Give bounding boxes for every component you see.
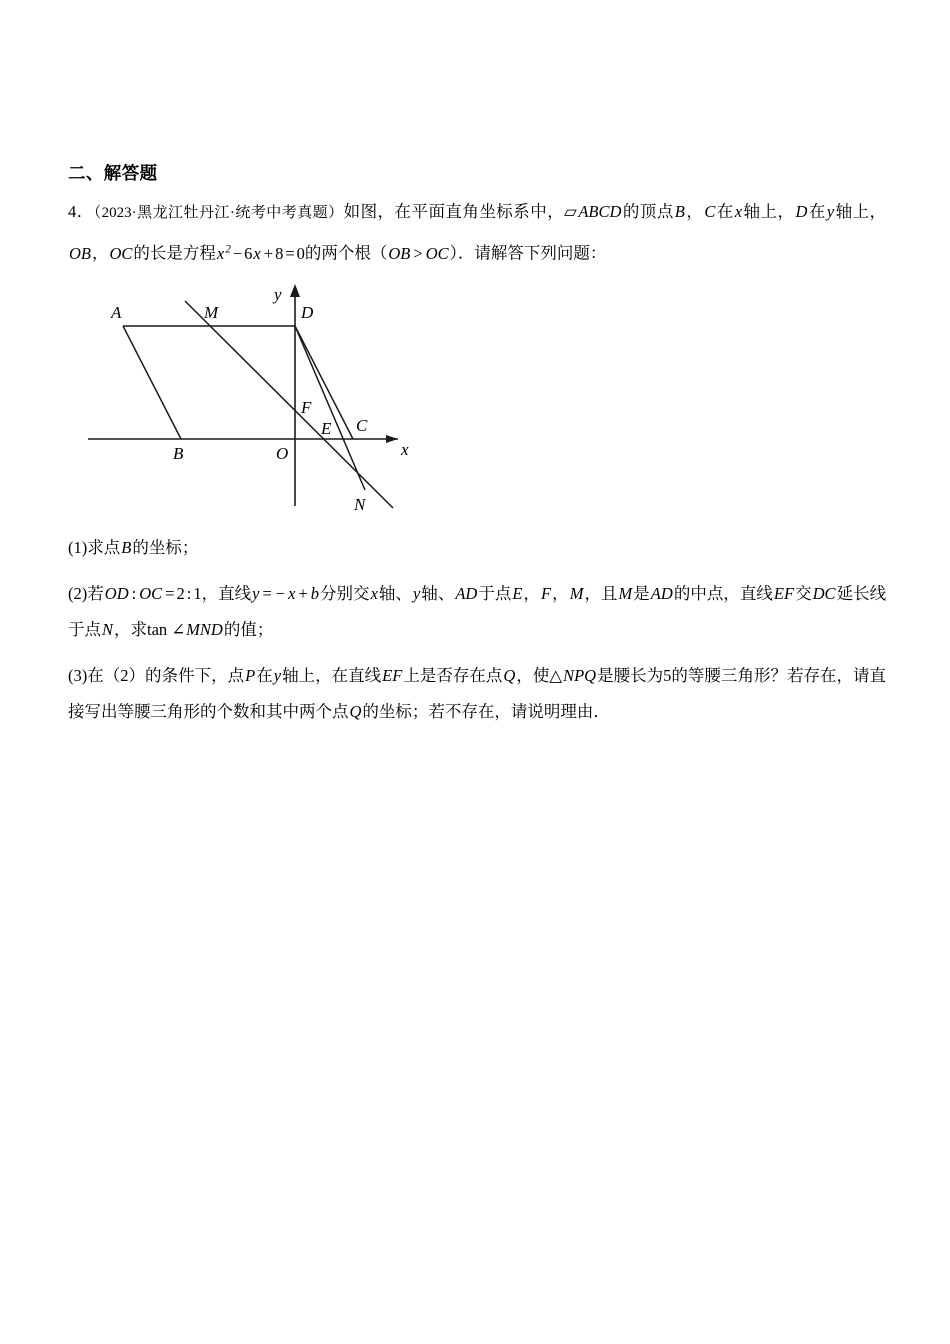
question-2-segment-ef: EF — [773, 583, 795, 603]
figure-label-d: D — [301, 302, 314, 322]
figure-container — [68, 278, 886, 528]
stem-segment-oc: OC — [109, 243, 133, 263]
question-2-text-1: 若 — [87, 583, 104, 603]
question-2: (2)若OD : OC = 2 : 1，直线y = − x + b分别交x轴、y轴、AD于点E，F，M，且M是AD的中点，直线EF交DC延长线于点N，求tan ∠MND的值； — [68, 583, 887, 639]
stem-axis-x: x — [734, 202, 743, 221]
question-2-text-10: 交 — [795, 583, 812, 603]
stem-text-1: 如图，在平面直角坐标系中， — [343, 202, 565, 221]
question-2-text-13: 的值； — [223, 619, 274, 639]
question-3-text-4: 上是否存在点 — [403, 665, 503, 685]
stem-vertex-c: C — [704, 202, 716, 221]
stem-text-8: 的两个根（ — [304, 243, 388, 263]
question-3-length: 5 — [663, 665, 672, 685]
question-2-text-12: ，求 — [114, 619, 148, 639]
problem-number: 4 — [68, 202, 77, 221]
question-2-text-8: 是 — [633, 583, 650, 603]
question-2-axis-y: y — [412, 583, 421, 603]
coordinate-geometry-figure — [68, 278, 428, 528]
stem-vertex-b: B — [674, 202, 685, 221]
question-2-text-11: 延长线于点 — [68, 583, 887, 639]
question-2-tan-expression: tan ∠MND — [147, 619, 223, 639]
parallelogram-icon: ▱ — [564, 202, 578, 221]
stem-axis-y: y — [826, 202, 835, 221]
stem-segment-ob: OB — [69, 243, 91, 263]
question-3-point-p: P — [245, 665, 256, 685]
question-3-text-6: 是腰长为 — [597, 665, 664, 685]
question-2-point-e: E — [512, 583, 523, 603]
stem-text-2: 的顶点 — [622, 202, 674, 221]
question-2-point-m: M — [569, 583, 584, 603]
question-2-point-n: N — [102, 619, 114, 639]
question-3-point-q2: Q — [349, 701, 362, 721]
y-axis — [290, 284, 300, 506]
stem-condition: OB > OC — [388, 243, 449, 263]
question-3-text-1: 在（2）的条件下，点 — [87, 665, 245, 685]
stem-comma-2: ， — [92, 243, 109, 263]
y-axis-arrow-icon — [290, 284, 300, 297]
question-2-text-3: 分别交 — [319, 583, 370, 603]
question-2-text-9: 的中点，直线 — [673, 583, 773, 603]
question-1-text-after: 的坐标； — [132, 537, 199, 557]
stem-equation: $x^2 - 6x + 8 = 0$ — [216, 243, 305, 263]
problem-source: （2023·黑龙江牡丹江·统考中考真题） — [93, 205, 344, 221]
question-2-text-6: 于点 — [478, 583, 512, 603]
question-2-text-4: 轴、 — [378, 583, 412, 603]
question-3-text-5: ，使 — [516, 665, 550, 685]
stem-vertex-d: D — [795, 202, 808, 221]
stem-text-6: 轴上， — [835, 202, 887, 221]
figure-label-axis-x: x — [401, 439, 409, 459]
stem-text-9: ）．请解答下列问题： — [449, 243, 607, 263]
question-2-line-equation: y = − x + b — [252, 583, 319, 603]
question-2-point-m2: M — [618, 583, 633, 603]
question-2-number: (2) — [68, 583, 88, 603]
question-3-axis-y: y — [273, 665, 282, 685]
question-2-ratio: OD : OC = 2 : 1 — [104, 583, 202, 603]
line-ef — [185, 301, 393, 508]
figure-label-e: E — [321, 418, 332, 438]
question-3 — [68, 658, 886, 730]
question-3-text-7: 的等腰三角形？若存在，请直接写出等腰三角形的个数和其中两个点 — [68, 665, 887, 721]
stem-text-3: 在 — [716, 202, 734, 221]
section-heading: 二、解答题 — [68, 163, 158, 183]
question-2-point-f: F — [541, 583, 552, 603]
question-1-number: (1) — [68, 537, 88, 557]
question-1 — [68, 530, 886, 566]
question-3-segment-ef: EF — [382, 665, 403, 685]
problem-stem: 4．（2023·黑龙江牡丹江·统考中考真题）如图，在平面直角坐标系中，▱ABCD的顶点B，C在x轴上，D在y轴上，OB，OC的长是方程$x^2 - 6x + 8 = 0$的两个根（OB > OC）．请解答下列问题： — [68, 202, 887, 263]
page-content — [68, 160, 886, 730]
question-2-text-7: ，且 — [584, 583, 618, 603]
stem-text-5: 在 — [808, 202, 826, 221]
question-3-text-3: 轴上，在直线 — [282, 665, 382, 685]
stem-quad-label: ABCD — [578, 202, 622, 221]
question-2-text-5: 轴、 — [421, 583, 455, 603]
question-3-text-8: 的坐标；若不存在，请说明理由． — [362, 701, 610, 721]
stem-comma-1: ， — [685, 202, 704, 221]
figure-label-o: O — [276, 443, 289, 463]
question-3-text-2: 在 — [256, 665, 273, 685]
question-3-number: (3) — [68, 665, 88, 685]
stem-text-7: 的长是方程 — [133, 243, 216, 263]
question-1-var: B — [121, 537, 132, 557]
figure-label-n: N — [354, 494, 366, 514]
figure-label-b: B — [173, 443, 184, 463]
figure-label-a: A — [111, 302, 122, 322]
question-3-triangle: △NPQ — [549, 665, 597, 685]
question-2-axis-x: x — [370, 583, 378, 603]
figure-label-f: F — [301, 397, 312, 417]
x-axis-arrow-icon — [386, 435, 398, 443]
question-2-text-2: ，直线 — [201, 583, 252, 603]
figure-label-c: C — [356, 415, 368, 435]
question-2-segment-dc: DC — [812, 583, 836, 603]
question-2-segment-ad2: AD — [650, 583, 673, 603]
question-2-segment-ad: AD — [455, 583, 478, 603]
stem-text-4: 轴上， — [743, 202, 795, 221]
figure-label-m: M — [204, 302, 219, 322]
question-1-text-before: 求点 — [87, 537, 121, 557]
figure-label-axis-y: y — [274, 284, 282, 304]
question-3-point-q: Q — [503, 665, 516, 685]
